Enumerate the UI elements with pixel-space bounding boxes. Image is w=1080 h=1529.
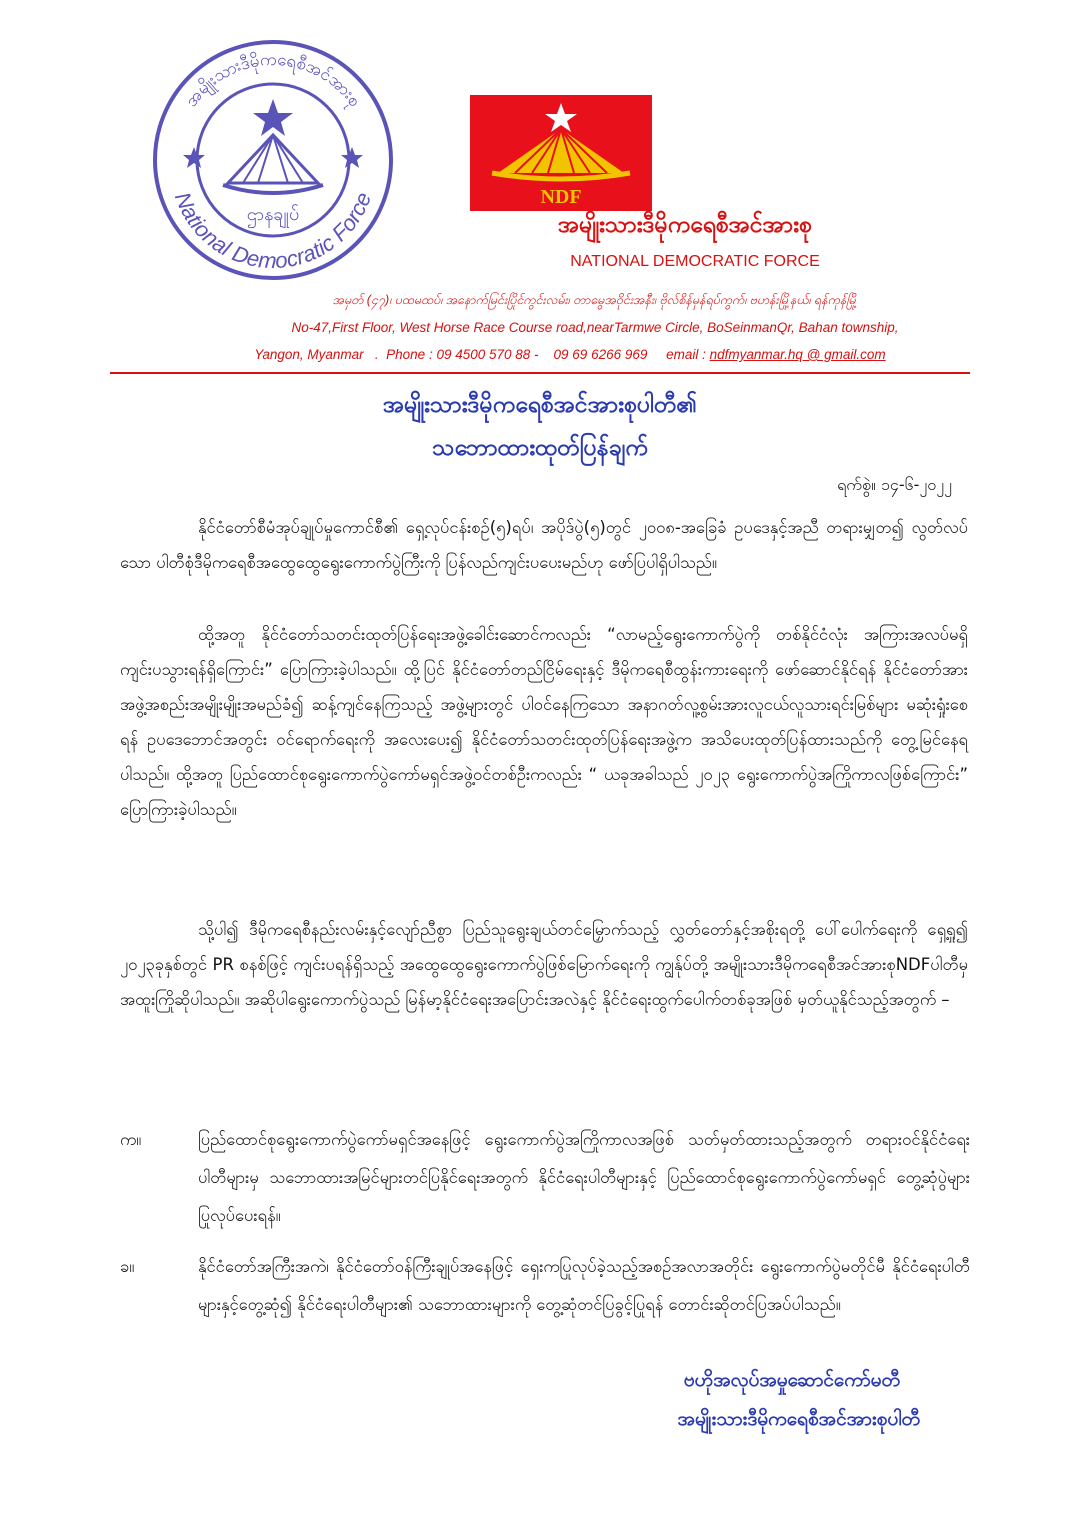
paragraph-3: သို့ပါ၍ ဒီမိုကရေစီနည်းလမ်းနှင့်လျော်ညီစွာ ပြည်သူရွေးချယ်တင်မြှောက်သည့် လွှတ်တော်နှင့်အစိုးရတို့ ပေါ်ပေါက်ရေးကို ရှေ့ရှု၍ ၂၀၂၃ခုနှစ်တွင် PR စနစ်ဖြင့် ကျင်းပရန်ရှိသည့် အထွေထွေရွေးကောက်ပွဲဖြစ်မြောက်ရေးကို ကျွန်ုပ်တို့ အမျိုးသားဒီမိုကရေစီအင်အားစုNDFပါတီမှ အထူးကြိုဆိုပါသည်။ အဆိုပါရွေးကောက်ပွဲသည် မြန်မာ့နိုင်ငံရေးအပြောင်းအလဲနှင့် နိုင်ငံရေးထွက်ပေါက်တစ်ခုအဖြစ် မှတ်ယူနိုင်သည့်အတွက် –	[120, 920, 968, 1009]
document-title-line-1: အမျိုးသားဒီမိုကရေစီအင်အားစုပါတီ၏	[382, 392, 698, 418]
contact-phone-text: Yangon, Myanmar . Phone : 09 4500 570 88 - 09 69 6266 969 email :	[254, 347, 710, 362]
document-title-line-2: သဘောထားထုတ်ပြန်ချက်	[432, 435, 648, 461]
letterhead-divider	[110, 372, 970, 374]
address-english-line-2	[0, 347, 1080, 362]
svg-text:အမျိုးသားဒီမိုကရေစီအင်အားစု: အမျိုးသားဒီမိုကရေစီအင်အားစု	[181, 49, 365, 111]
address-english-line-1: No-47,First Floor, West Horse Race Course road,nearTarmwe Circle, BoSeinmanQr, Bahan township,	[291, 320, 899, 335]
signature-committee: ဗဟိုအလုပ်အမှုဆောင်ကော်မတီ	[683, 1369, 900, 1391]
paragraph-2: ထို့အတူ နိုင်ငံတော်သတင်းထုတ်ပြန်ရေးအဖွဲ့ခေါင်းဆောင်ကလည်း “လာမည့်ရွေးကောက်ပွဲကို တစ်နိုင်ငံလုံး အကြားအလပ်မရှိ ကျင်းပသွားရန်ရှိကြောင်း” ပြောကြားခဲ့ပါသည်။ ထို့ပြင် နိုင်ငံတော်တည်ငြိမ်ရေးနှင့် ဒီမိုကရေစီထွန်းကားရေးကို ဖော်ဆောင်နိုင်ရန် နိုင်ငံတော်အား အဖွဲ့အစည်းအမျိုးမျိုးအမည်ခံ၍ ဆန့်ကျင်နေကြသည့် အဖွဲ့များတွင် ပါဝင်နေကြသော အနာဂတ်လူ့စွမ်းအားလူငယ်လူသားရင်းမြစ်များ မဆုံးရှုံးစေရန် ဥပဒေဘောင်အတွင်း ဝင်ရောက်ရေးကို အလေးပေး၍ နိုင်ငံတော်သတင်းထုတ်ပြန်ရေးအဖွဲ့က အသိပေးထုတ်ပြန်ထားသည်ကို တွေ့မြင်နေရပါသည်။ ထို့အတူ ပြည်ထောင်စုရွေးကောက်ပွဲကော်မရှင်အဖွဲ့ဝင်တစ်ဦးကလည်း “ ယခုအခါသည် ၂၀၂၃ ရွေးကောက်ပွဲအကြိုကာလဖြစ်ကြောင်း” ပြောကြားခဲ့ပါသည်။	[120, 625, 968, 819]
party-name-english: NATIONAL DEMOCRATIC FORCE	[570, 253, 820, 270]
address-burmese: အမှတ် (၄၇)၊ ပထမထပ်၊ အနောက်မြင်းပြိုင်ကွင်းလမ်း၊ တာမွေအဝိုင်းအနီး၊ ဗိုလ်စိန်မှန်ရပ်ကွက်၊ ဗဟန်းမြို့နယ်၊ ရန်ကုန်မြို့	[332, 293, 858, 307]
signature-party: အမျိုးသားဒီမိုကရေစီအင်အားစုပါတီ	[677, 1408, 920, 1430]
document-date: ရက်စွဲ။ ၁၄-၆-၂၀၂၂	[837, 475, 952, 494]
list-item-marker: က။	[120, 1130, 142, 1149]
list-item-text: နိုင်ငံတော်အကြီးအကဲ၊ နိုင်ငံတော်ဝန်ကြီးချုပ်အနေဖြင့် ရှေးကပြုလုပ်ခဲ့သည့်အစဉ်အလာအတိုင်း ရွေးကောက်ပွဲမတိုင်မီ နိုင်ငံရေးပါတီများနှင့်တွေ့ဆုံ၍ နိုင်ငံရေးပါတီများ၏ သဘောထားများကို တွေ့ဆုံတင်ပြခွင့်ပြုရန် တောင်းဆိုတင်ပြအပ်ပါသည်။	[198, 1257, 970, 1314]
svg-text:ဌာနချုပ်: ဌာနချုပ်	[246, 204, 300, 225]
list-item-marker: ခ။	[120, 1257, 135, 1276]
party-seal	[148, 35, 398, 285]
party-name-burmese: အမျိုးသားဒီမိုကရေစီအင်အားစု	[557, 212, 813, 238]
list-item-text: ပြည်ထောင်စုရွေးကောက်ပွဲကော်မရှင်အနေဖြင့် ရွေးကောက်ပွဲအကြိုကာလအဖြစ် သတ်မှတ်ထားသည့်အတွက် တရားဝင်နိုင်ငံရေးပါတီများမှ သဘောထားအမြင်များတင်ပြနိုင်ရေးအတွက် နိုင်ငံရေးပါတီများနှင့် ပြည်ထောင်စုရွေးကောက်ပွဲကော်မရှင် တွေ့ဆုံပွဲများ ပြုလုပ်ပေးရန်။	[198, 1130, 970, 1225]
svg-text:National Democratic Force: National Democratic Force	[169, 188, 377, 274]
ndf-flag-logo	[470, 95, 652, 211]
contact-email[interactable]: ndfmyanmar.hq @ gmail.com	[709, 347, 886, 362]
ndf-logo-label: NDF	[540, 186, 582, 208]
paragraph-1: နိုင်ငံတော်စီမံအုပ်ချုပ်မှုကောင်စီ၏ ရှေ့လုပ်ငန်းစဉ်(၅)ရပ်၊ အပိုဒ်ပွဲ(၅)တွင် ၂၀၀၈-အခြေခံ ဥပဒေနှင့်အညီ တရားမျှတ၍ လွတ်လပ်သော ပါတီစုံဒီမိုကရေစီအထွေထွေရွေးကောက်ပွဲကြီးကို ပြန်လည်ကျင်းပပေးမည်ဟု ဖော်ပြပါရှိပါသည်။	[120, 518, 968, 572]
